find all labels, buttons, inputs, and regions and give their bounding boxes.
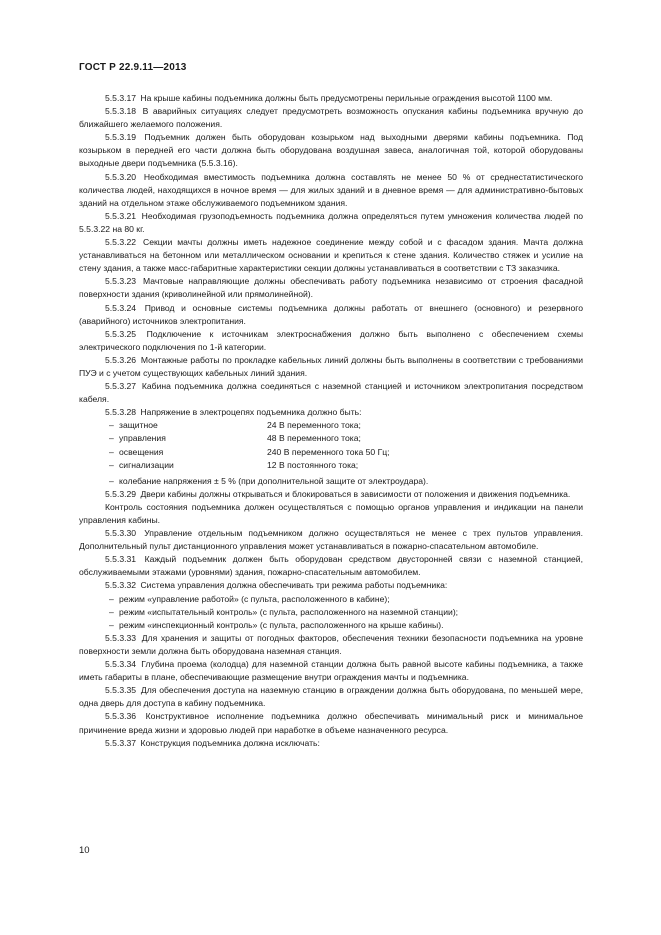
clause-text: Подъемник должен быть оборудован козырьком над выходными дверями кабины подъемника. Под козырьком в передней его части должна быть оборудована воздушная завеса, аналогичная той, которой оборудованы выходные двери подъемника (5.5.3.16).: [79, 132, 583, 169]
clause-5-5-3-34: [79, 658, 583, 684]
clause-number: 5.5.3.37: [105, 737, 137, 748]
voltage-name: защитное: [119, 420, 158, 431]
voltage-value: 48 В переменного тока;: [267, 433, 361, 444]
voltage-value: 240 В переменного тока 50 Гц;: [267, 446, 390, 457]
voltage-fluctuation-text: колебание напряжения ± 5 % (при дополнительной защите от электроудара).: [119, 475, 429, 486]
mode-text: режим «инспекционный контроль» (с пульта, расположенного на крыше кабины).: [119, 619, 444, 630]
clause-5-5-3-37: [79, 737, 583, 750]
clause-number: 5.5.3.25: [105, 328, 137, 339]
clause-5-5-3-27: [79, 380, 583, 406]
clause-5-5-3-28: [79, 406, 583, 419]
clause-text: Глубина проема (колодца) для наземной станции должна быть равной высоте кабины подъемника, а также иметь габариты в плане, обеспечивающие размещение внутри ограждения мачты и подъемника.: [79, 659, 584, 683]
clause-text: Система управления должна обеспечивать три режима работы подъемника:: [140, 580, 448, 591]
clause-number: 5.5.3.28: [105, 407, 137, 418]
clause-number: 5.5.3.20: [105, 171, 137, 182]
clause-text: Подключение к источникам электроснабжения должно быть выполнено с обеспечением схемы электрического подключения по 1-й категории.: [79, 328, 584, 352]
clause-text: На крыше кабины подъемника должны быть предусмотрены перильные ограждения высотой 1100 мм.: [140, 93, 553, 103]
clause-control-state: [79, 501, 583, 527]
clause-number: 5.5.3.32: [105, 580, 137, 591]
clause-number: 5.5.3.21: [105, 210, 137, 221]
voltage-item-protective: [109, 419, 583, 432]
clause-text: Привод и основные системы подъемника должны работать от внешнего (основного) и резервного (аварийного) источников электропитания.: [79, 302, 583, 326]
clause-text: Кабина подъемника должна соединяться с наземной станцией и источником электропитания посредством кабеля.: [79, 381, 583, 405]
clause-number: 5.5.3.22: [105, 237, 137, 248]
clause-5-5-3-18: [79, 105, 583, 131]
clause-number: 5.5.3.18: [105, 106, 137, 117]
voltage-value: 12 В постоянного тока;: [267, 459, 359, 470]
clause-5-5-3-30: [79, 527, 583, 553]
clause-5-5-3-22: [79, 236, 583, 275]
voltage-name: управления: [119, 433, 166, 444]
clause-5-5-3-35: [79, 684, 583, 710]
clause-number: 5.5.3.33: [105, 632, 137, 643]
clause-5-5-3-19: [79, 131, 583, 170]
document-header: ГОСТ Р 22.9.11—2013: [79, 62, 187, 73]
clause-5-5-3-31: [79, 553, 583, 579]
voltage-item-lighting: [109, 446, 583, 459]
voltage-name: сигнализации: [119, 459, 174, 470]
mode-item-test: [109, 606, 583, 619]
clause-5-5-3-36: [79, 710, 583, 736]
clause-text: Монтажные работы по прокладке кабельных линий должны быть выполнены в соответствии с требованиями ПУЭ и с учетом существующих кабельных линий здания.: [79, 354, 584, 378]
document-body: [79, 92, 583, 750]
clause-5-5-3-29: [79, 488, 583, 501]
clause-text: Необходимая вместимость подъемника должна составлять не менее 50 % от среднестатистического количества людей, находящихся в ночное время — для жилых зданий и в дневное время — для административно-бытовых зданий на отдельном этаже обслуживаемого подъемником здания.: [79, 171, 584, 208]
clause-number: 5.5.3.30: [105, 528, 137, 539]
clause-5-5-3-32: [79, 579, 583, 592]
clause-text: Секции мачты должны иметь надежное соединение между собой и с фасадом здания. Мачта должна устанавливаться на бетонном или металлическом основании и крепиться к стене здания. Количество стяжек и усилие на стену здания, а также масс-габаритные характеристики секции должны устанавливаться в соответствии с ТЗ заказчика.: [79, 237, 584, 274]
clause-5-5-3-26: [79, 354, 583, 380]
clause-5-5-3-25: [79, 328, 583, 354]
clause-text: Конструктивное исполнение подъемника должно обеспечивать минимальный риск и минимальное причинение вреда жизни и здоровью людей при наработке в объеме назначенного ресурса.: [79, 711, 583, 735]
clause-text: Для хранения и защиты от погодных факторов, обеспечения техники безопасности подъемника на уровне поверхности земли должна быть оборудована наземная станция.: [79, 632, 584, 656]
clause-text: В аварийных ситуациях следует предусмотреть возможность опускания кабины подъемника вручную до ближайшего желаемого положения.: [79, 106, 583, 130]
voltage-value: 24 В переменного тока;: [267, 420, 361, 431]
clause-text: Мачтовые направляющие должны обеспечивать работу подъемника независимо от строения фасадной поверхности здания (криволинейной или прямолинейной).: [79, 276, 584, 300]
clause-5-5-3-21: [79, 210, 583, 236]
clause-5-5-3-20: [79, 171, 583, 210]
clause-5-5-3-23: [79, 275, 583, 301]
voltage-name: освещения: [119, 446, 164, 457]
clause-number: 5.5.3.31: [105, 554, 137, 565]
clause-text: Конструкция подъемника должна исключать:: [140, 737, 320, 748]
clause-text: Двери кабины должны открываться и блокироваться в зависимости от положения и движения подъемника.: [140, 488, 571, 499]
clause-number: 5.5.3.19: [105, 132, 137, 143]
clause-5-5-3-33: [79, 632, 583, 658]
clause-text: Каждый подъемник должен быть оборудован средством двусторонней связи с наземной станцией, обслуживаемыми этажами (уровнями) здания, пожарно-спасательным автомобилем.: [79, 554, 583, 578]
voltage-fluctuation-item: [109, 475, 583, 488]
clause-number: 5.5.3.26: [105, 354, 137, 365]
clause-text: Для обеспечения доступа на наземную станцию в ограждении должна быть оборудована, по меньшей мере, одна дверь для доступа в кабину подъемника.: [79, 685, 583, 709]
clause-text: Необходимая грузоподъемность подъемника должна определяться путем умножения количества людей по 5.5.3.22 на 80 кг.: [79, 210, 584, 234]
clause-number: 5.5.3.27: [105, 381, 137, 392]
mode-text: режим «управление работой» (с пульта, расположенного в кабине);: [119, 593, 390, 604]
clause-5-5-3-17: [79, 92, 583, 105]
clause-number: 5.5.3.36: [105, 711, 137, 722]
clause-text: Контроль состояния подъемника должен осуществляться с помощью органов управления и индикации на панели управления кабины.: [79, 501, 583, 525]
voltage-item-signaling: [109, 459, 583, 472]
voltage-item-control: [109, 432, 583, 445]
clause-number: 5.5.3.17: [105, 93, 137, 103]
clause-number: 5.5.3.35: [105, 685, 137, 696]
clause-number: 5.5.3.29: [105, 488, 137, 499]
mode-text: режим «испытательный контроль» (с пульта, расположенного на наземной станции);: [119, 606, 459, 617]
clause-number: 5.5.3.34: [105, 659, 137, 670]
clause-text: Управление отдельным подъемником должно осуществляться не менее с трех пультов управления. Дополнительный пульт дистанционного управления может устанавливаться в пожарно-спасательном автомобиле.: [79, 528, 583, 552]
clause-number: 5.5.3.24: [105, 302, 137, 313]
mode-item-inspection: [109, 619, 583, 632]
page-number: 10: [79, 845, 90, 856]
clause-text: Напряжение в электроцепях подъемника должно быть:: [140, 407, 362, 418]
clause-number: 5.5.3.23: [105, 276, 137, 287]
clause-5-5-3-24: [79, 302, 583, 328]
mode-item-operation: [109, 593, 583, 606]
